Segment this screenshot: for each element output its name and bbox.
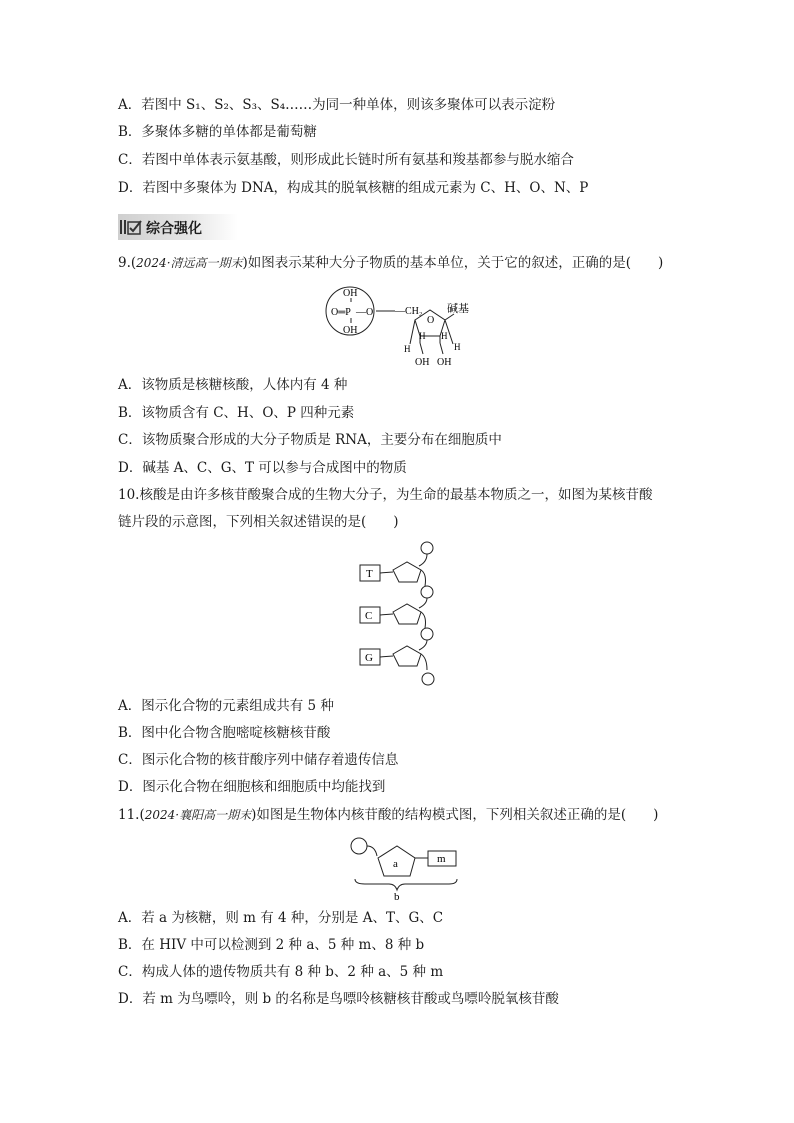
q9-base-label: 碱基 (447, 303, 469, 315)
q9-option-c: C．该物质聚合形成的大分子物质是 RNA，主要分布在细胞质中 (118, 432, 502, 448)
q9-o-right: —O (356, 307, 374, 318)
q10-option-a: A．图示化合物的元素组成共有 5 种 (118, 698, 334, 714)
section-title: 综合强化 (146, 221, 202, 237)
q11-source: 2024·襄阳高一期末 (144, 808, 252, 822)
q11-label-a: a (393, 858, 398, 870)
q9-h4: H (454, 342, 461, 352)
q8-option-d: D．若图中多聚体为 DNA，构成其的脱氧核糖的组成元素为 C、H、O、N、P (118, 180, 589, 196)
q9-h3: H (404, 344, 411, 354)
q10-stem-line1: 10.核酸是由许多核苷酸聚合成的生物大分子，为生命的最基本物质之一，如图为某核苷酸 (118, 487, 653, 503)
q8-option-a: A．若图中 S₁、S₂、S₃、S₄……为同一种单体，则该多聚体可以表示淀粉 (118, 97, 556, 113)
q9-source: 2024·清远高一期末 (136, 256, 243, 270)
q11-label-b: b (394, 891, 400, 902)
q10-nucleotide-chain-figure (355, 540, 445, 690)
q8-option-b: B．多聚体多糖的单体都是葡萄糖 (118, 124, 317, 140)
q9-oh-bottom: OH (343, 325, 358, 336)
q9-ch2: —CH₂ (395, 306, 423, 317)
q9-option-a: A．该物质是核糖核酸，人体内有 4 种 (118, 377, 348, 393)
q11-stem: 11.(2024·襄阳高一期末)如图是生物体内核苷酸的结构模式图，下列相关叙述正确的是( ) (118, 807, 659, 823)
q9-oh-top: OH (343, 288, 358, 299)
q9-h1: H (419, 331, 426, 341)
q9-o-eq-p: O═P (331, 307, 351, 318)
q9-nucleotide-figure (320, 280, 480, 372)
q11-option-b: B．在 HIV 中可以检测到 2 种 a、5 种 m、8 种 b (118, 937, 425, 953)
q10-base-1: T (366, 568, 373, 580)
q9-option-d: D．碱基 A、C、G、T 可以参与合成图中的物质 (118, 460, 407, 476)
q9-ring-o: O (427, 315, 435, 326)
q8-option-c: C．若图中单体表示氨基酸，则形成此长链时所有氨基和羧基都参与脱水缩合 (118, 152, 574, 168)
checkmark-icon (120, 219, 142, 235)
q10-option-c: C．图示化合物的核苷酸序列中储存着遗传信息 (118, 752, 399, 768)
q11-option-a: A．若 a 为核糖，则 m 有 4 种，分别是 A、T、G、C (118, 910, 444, 926)
q11-option-d: D．若 m 为鸟嘌呤，则 b 的名称是鸟嘌呤核糖核苷酸或鸟嘌呤脱氧核苷酸 (118, 991, 559, 1007)
q10-stem-line2: 链片段的示意图，下列相关叙述错误的是( ) (118, 514, 399, 530)
q11-nucleotide-model-figure (345, 832, 465, 902)
q11-label-m: m (437, 853, 446, 865)
q9-oh-left: OH (415, 357, 430, 368)
q9-stem: 9.(2024·清远高一期末)如图表示某种大分子物质的基本单位，关于它的叙述，正确的是( ) (118, 255, 664, 271)
q9-oh-right: OH (437, 357, 452, 368)
q11-option-c: C．构成人体的遗传物质共有 8 种 b、2 种 a、5 种 m (118, 964, 444, 980)
q10-base-2: C (365, 610, 373, 622)
q10-option-d: D．图示化合物在细胞核和细胞质中均能找到 (118, 779, 386, 795)
section-header (118, 214, 238, 240)
q9-option-b: B．该物质含有 C、H、O、P 四种元素 (118, 405, 355, 421)
q10-base-3: G (365, 652, 373, 664)
q9-h2: H (441, 331, 448, 341)
q10-option-b: B．图中化合物含胞嘧啶核糖核苷酸 (118, 725, 331, 741)
